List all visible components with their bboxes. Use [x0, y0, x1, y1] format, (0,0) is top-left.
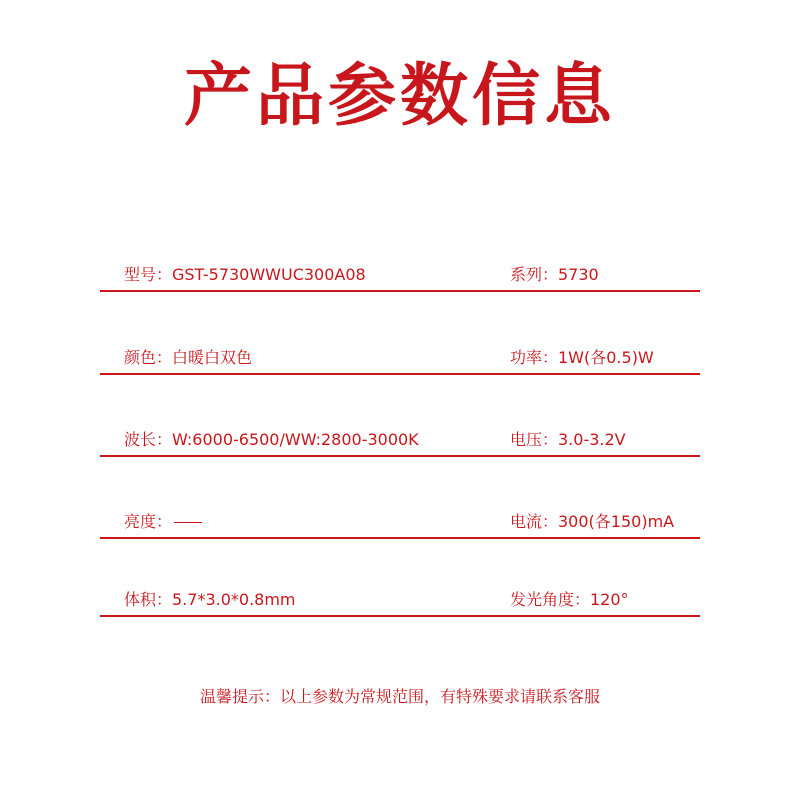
- row-divider: [100, 455, 700, 457]
- spec-brightness-label: 亮度：: [124, 512, 173, 531]
- row-divider: [100, 537, 700, 539]
- spec-current: 电流：300(各150)mA: [510, 512, 675, 531]
- row-divider: [100, 290, 700, 292]
- spec-row: [100, 427, 700, 457]
- spec-row: [100, 509, 700, 539]
- row-divider: [100, 373, 700, 375]
- spec-angle: 发光角度：120°: [510, 590, 629, 609]
- page-title: 产品参数信息: [183, 57, 616, 136]
- spec-row: [100, 262, 700, 292]
- spec-series: 系列：5730: [510, 265, 599, 284]
- spec-wavelength: 波长：W:6000-6500/WW:2800-3000K: [124, 430, 419, 449]
- empty-value-dash: [174, 522, 202, 523]
- row-divider: [100, 615, 700, 617]
- spec-row: [100, 587, 700, 617]
- spec-voltage: 电压：3.0-3.2V: [510, 430, 626, 449]
- spec-model: 型号：GST-5730WWUC300A08: [124, 265, 366, 284]
- spec-row: [100, 345, 700, 375]
- spec-size: 体积：5.7*3.0*0.8mm: [124, 590, 296, 609]
- spec-color: 颜色：白暖白双色: [124, 348, 253, 367]
- spec-brightness: [124, 509, 202, 532]
- spec-power: 功率：1W(各0.5)W: [510, 348, 654, 367]
- warm-tip: 温馨提示：以上参数为常规范围，有特殊要求请联系客服: [199, 687, 600, 706]
